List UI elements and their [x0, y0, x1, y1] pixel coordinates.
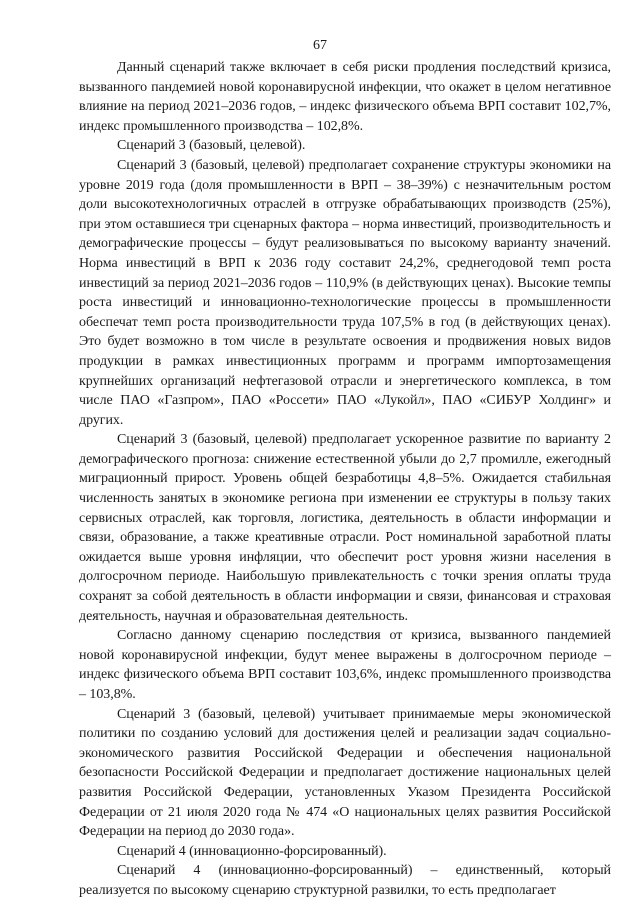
paragraph-scenario3-policy: Сценарий 3 (базовый, целевой) учитывает принимаемые меры экономической политики по созданию условий для достижения целей и реализации задач социально-экономического развития Российской Федерации и обеспечения национальной безопасности Российской Федерации и предполагает достижение национальных целей развития Российской Федерации, установленных Указом Президента Российской Федерации от 21 июля 2020 года № 474 «О национальных целях развития Российской Федерации на период до 2030 года».	[79, 706, 611, 840]
paragraph-scenario3-crisis: Согласно данному сценарию последствия от кризиса, вызванного пандемией новой коронавирусной инфекции, будут менее выражены в долгосрочном периоде – индекс физического объема ВРП составит 103,6%, индекс промышленного производства – 103,8%.	[79, 628, 611, 702]
page-number: 67	[313, 38, 327, 53]
heading-scenario4: Сценарий 4 (инновационно-форсированный).	[117, 843, 387, 859]
paragraph-scenario3-structure: Сценарий 3 (базовый, целевой) предполагает сохранение структуры экономики на уровне 2019 года (доля промышленности в ВРП – 38–39%) с незначительным ростом доли высокотехнологичных отраслей в отгрузке обрабатывающих производств (25%), при этом оставшиеся три сценарных фактора – норма инвестиций, производительность и демографические процессы – будут реализовываться по высокому варианту значений. Норма инвестиций в ВРП к 2036 году составит 24,2%, среднегодовой темп роста инвестиций за период 2021–2036 годов – 110,9% (в действующих ценах). Высокие темпы роста инвестиций и инновационно-технологические процессы в промышленности обеспечат темп роста производительности труда 107,5% в год (в действующих ценах). Это будет возможно в том числе в результате освоения и продвижения новых видов продукции в рамках инвестиционных программ и программ импортозамещения крупнейших организаций нефтегазовой отрасли и энергетического комплекса, в том числе ПАО «Газпром», ПАО «Россети» ПАО «Лукойл», ПАО «СИБУР Холдинг» и других.	[79, 157, 611, 428]
body-text	[79, 58, 611, 901]
paragraph-scenario2-risks: Данный сценарий также включает в себя риски продления последствий кризиса, вызванного пандемией новой коронавирусной инфекции, что окажет в целом негативное влияние на период 2021–2036 годов, – индекс физического объема ВРП составит 102,7%, индекс промышленного производства – 102,8%.	[79, 60, 611, 134]
heading-scenario3: Сценарий 3 (базовый, целевой).	[117, 138, 306, 154]
paragraph-scenario4-intro: Сценарий 4 (инновационно-форсированный) – единственный, который реализуется по высокому сценарию структурной развилки, то есть предполагает	[79, 863, 611, 898]
paragraph-scenario3-demography: Сценарий 3 (базовый, целевой) предполагает ускоренное развитие по варианту 2 демографического прогноза: снижение естественной убыли до 2,7 промилле, ежегодный миграционный прирост. Уровень общей безработицы 4,8–5%. Ожидается стабильная численность занятых в экономике региона при изменении ее структуры в пользу таких сервисных отраслей, как торговля, логистика, деятельность в области информации и связи, образование, а также креативные отрасли. Рост номинальной заработной платы ожидается выше уровня инфляции, что обеспечит рост уровня жизни населения в долгосрочном периоде. Наибольшую привлекательность с точки зрения оплаты труда сохранят за собой деятельность в области информации и связи, финансовая и страховая деятельность, научная и образовательная деятельность.	[79, 432, 611, 624]
